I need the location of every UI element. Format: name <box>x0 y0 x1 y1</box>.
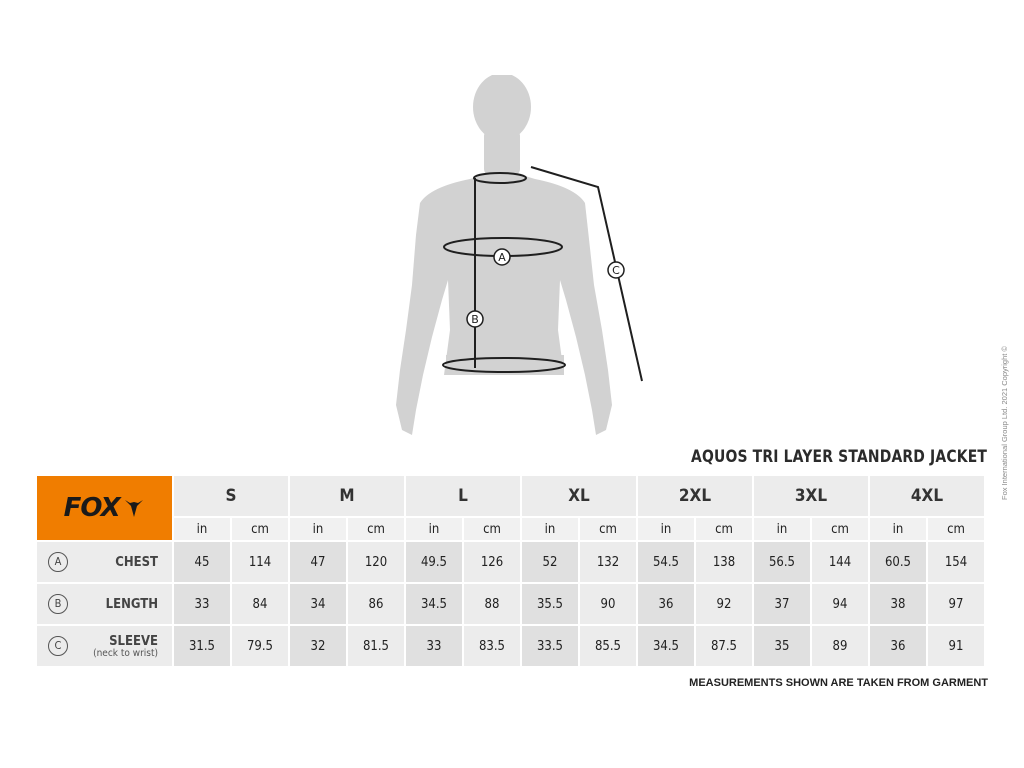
unit-in: in <box>406 518 462 540</box>
table-cell: 33 <box>174 584 230 624</box>
marker-circle: A <box>48 552 68 572</box>
table-cell: 32 <box>290 626 346 666</box>
fox-head-icon <box>123 497 145 519</box>
unit-cm: cm <box>348 518 404 540</box>
table-cell: 33.5 <box>522 626 578 666</box>
table-cell: 90 <box>580 584 636 624</box>
unit-in: in <box>174 518 230 540</box>
marker-circle: C <box>48 636 68 656</box>
table-cell: 34 <box>290 584 346 624</box>
size-header-4xl: 4XL <box>870 476 984 516</box>
figure-marker-c: C <box>612 264 620 277</box>
unit-cm: cm <box>232 518 288 540</box>
unit-cm: cm <box>812 518 868 540</box>
table-cell: 60.5 <box>870 542 926 582</box>
unit-in: in <box>290 518 346 540</box>
table-cell: 154 <box>928 542 984 582</box>
figure-marker-b: B <box>471 313 479 326</box>
unit-in: in <box>870 518 926 540</box>
table-cell: 36 <box>638 584 694 624</box>
marker-circle: B <box>48 594 68 614</box>
size-header-m: M <box>290 476 404 516</box>
table-cell: 132 <box>580 542 636 582</box>
unit-in: in <box>638 518 694 540</box>
table-cell: 35 <box>754 626 810 666</box>
table-row-length <box>37 584 984 624</box>
table-cell: 138 <box>696 542 752 582</box>
table-row-sleeve <box>37 626 984 666</box>
table-cell: 38 <box>870 584 926 624</box>
size-header-xl: XL <box>522 476 636 516</box>
table-cell: 97 <box>928 584 984 624</box>
row-header <box>37 542 172 582</box>
table-cell: 84 <box>232 584 288 624</box>
table-cell: 36 <box>870 626 926 666</box>
row-name: CHEST <box>115 554 158 570</box>
table-cell: 52 <box>522 542 578 582</box>
row-name: LENGTH <box>105 596 158 612</box>
table-cell: 85.5 <box>580 626 636 666</box>
table-cell: 89 <box>812 626 868 666</box>
table-cell: 88 <box>464 584 520 624</box>
table-cell: 92 <box>696 584 752 624</box>
figure-marker-a: A <box>498 251 506 264</box>
table-cell: 83.5 <box>464 626 520 666</box>
row-header <box>37 584 172 624</box>
table-cell: 79.5 <box>232 626 288 666</box>
measurement-note: MEASUREMENTS SHOWN ARE TAKEN FROM GARMENT <box>689 677 988 689</box>
table-cell: 56.5 <box>754 542 810 582</box>
row-subtitle: (neck to wrist) <box>93 647 158 659</box>
table-cell: 114 <box>232 542 288 582</box>
fox-logo <box>37 476 172 540</box>
unit-cm: cm <box>928 518 984 540</box>
copyright-text: Fox International Group Ltd. 2021 Copyright © <box>1000 346 1009 500</box>
row-name: SLEEVE <box>109 633 158 649</box>
logo-text: FOX <box>63 493 120 523</box>
unit-cm: cm <box>580 518 636 540</box>
unit-in: in <box>754 518 810 540</box>
table-cell: 87.5 <box>696 626 752 666</box>
table-cell: 49.5 <box>406 542 462 582</box>
unit-cm: cm <box>464 518 520 540</box>
table-cell: 33 <box>406 626 462 666</box>
table-cell: 144 <box>812 542 868 582</box>
table-cell: 94 <box>812 584 868 624</box>
body-figure <box>380 75 660 455</box>
table-cell: 37 <box>754 584 810 624</box>
table-cell: 47 <box>290 542 346 582</box>
table-cell: 54.5 <box>638 542 694 582</box>
table-row-chest <box>37 542 984 582</box>
size-header-l: L <box>406 476 520 516</box>
size-chart-table <box>35 474 986 668</box>
table-cell: 45 <box>174 542 230 582</box>
table-cell: 34.5 <box>406 584 462 624</box>
size-header-2xl: 2XL <box>638 476 752 516</box>
size-header-s: S <box>174 476 288 516</box>
size-header-3xl: 3XL <box>754 476 868 516</box>
table-cell: 126 <box>464 542 520 582</box>
table-cell: 91 <box>928 626 984 666</box>
row-header <box>37 626 172 666</box>
table-cell: 31.5 <box>174 626 230 666</box>
table-cell: 81.5 <box>348 626 404 666</box>
unit-cm: cm <box>696 518 752 540</box>
table-cell: 120 <box>348 542 404 582</box>
table-cell: 34.5 <box>638 626 694 666</box>
unit-in: in <box>522 518 578 540</box>
table-cell: 86 <box>348 584 404 624</box>
table-cell: 35.5 <box>522 584 578 624</box>
product-title: AQUOS TRI LAYER STANDARD JACKET <box>690 447 987 467</box>
